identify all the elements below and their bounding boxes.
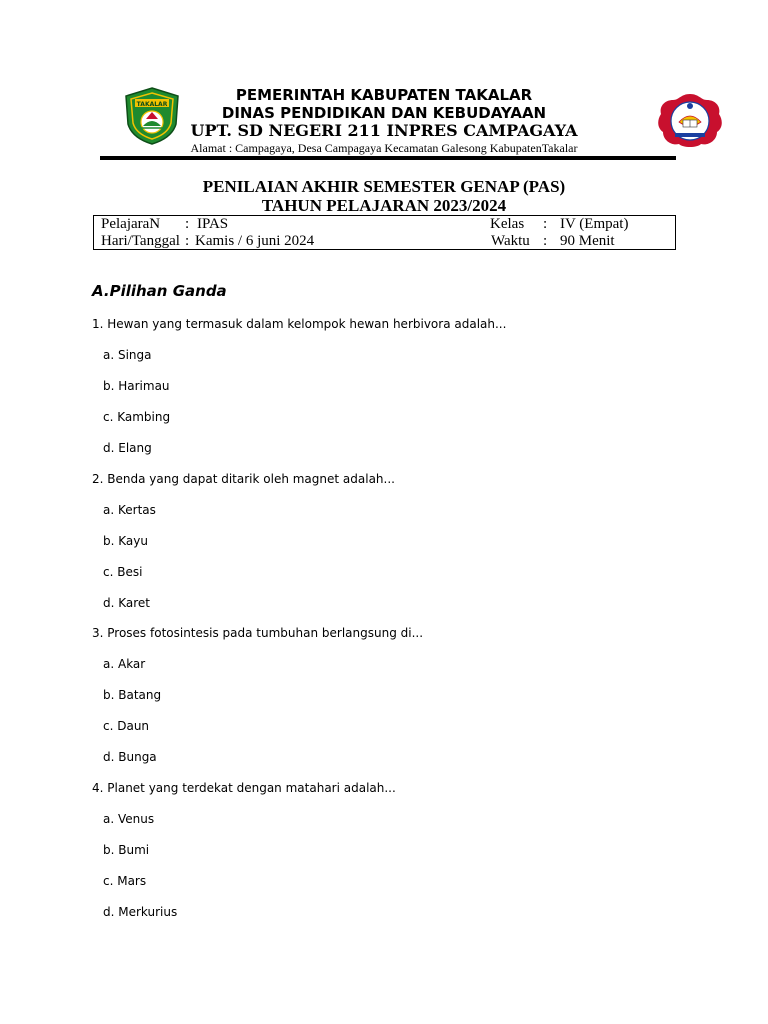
academic-year: TAHUN PELAJARAN 2023/2024	[261, 196, 507, 215]
answer-option: d. Bunga	[103, 750, 157, 764]
section-title: A.Pilihan Ganda	[92, 282, 227, 300]
question-text: 2. Benda yang dapat ditarik oleh magnet adalah...	[92, 472, 395, 486]
answer-option: c. Mars	[103, 874, 147, 888]
answer-option: c. Kambing	[103, 410, 171, 424]
question-text: 4. Planet yang terdekat dengan matahari adalah...	[92, 781, 396, 795]
time-value: 90 Menit	[560, 233, 615, 249]
answer-option: b. Kayu	[103, 534, 148, 548]
answer-option: b. Harimau	[103, 379, 170, 393]
answer-option: a. Singa	[103, 348, 152, 362]
answer-option: d. Elang	[103, 441, 152, 455]
exam-title: PENILAIAN AKHIR SEMESTER GENAP (PAS)	[202, 177, 566, 196]
header-divider	[100, 156, 676, 160]
answer-option: d. Karet	[103, 596, 151, 610]
time-colon: :	[543, 233, 548, 249]
answer-option: b. Bumi	[103, 843, 150, 857]
header-address: Alamat : Campagaya, Desa Campagaya Kecamatan Galesong KabupatenTakalar	[190, 141, 578, 155]
day-value: Kamis / 6 juni 2024	[195, 233, 315, 249]
exam-info-box	[93, 215, 676, 250]
day-colon: :	[185, 233, 190, 249]
subject-label: PelajaraN	[101, 216, 161, 232]
question-text: 3. Proses fotosintesis pada tumbuhan berlangsung di...	[92, 626, 424, 640]
answer-option: b. Batang	[103, 688, 162, 702]
logo-lettering: TAKALAR	[136, 101, 168, 108]
answer-option: d. Merkurius	[103, 905, 178, 919]
day-label: Hari/Tanggal	[101, 233, 180, 249]
question-text: 1. Hewan yang termasuk dalam kelompok hewan herbivora adalah...	[92, 317, 507, 331]
subject-value: IPAS	[197, 216, 229, 232]
subject-colon: :	[185, 216, 190, 232]
answer-option: c. Daun	[103, 719, 150, 733]
answer-option: a. Kertas	[103, 503, 156, 517]
answer-option: c. Besi	[103, 565, 143, 579]
header-government-line: PEMERINTAH KABUPATEN TAKALAR	[235, 86, 533, 104]
class-label: Kelas	[490, 216, 525, 232]
answer-option: a. Akar	[103, 657, 146, 671]
time-label: Waktu	[491, 233, 530, 249]
header-school-name: UPT. SD NEGERI 211 INPRES CAMPAGAYA	[190, 121, 578, 140]
class-colon: :	[543, 216, 548, 232]
header-department-line: DINAS PENDIDIKAN DAN KEBUDAYAAN	[221, 104, 547, 122]
answer-option: a. Venus	[103, 812, 155, 826]
class-value: IV (Empat)	[560, 216, 629, 232]
